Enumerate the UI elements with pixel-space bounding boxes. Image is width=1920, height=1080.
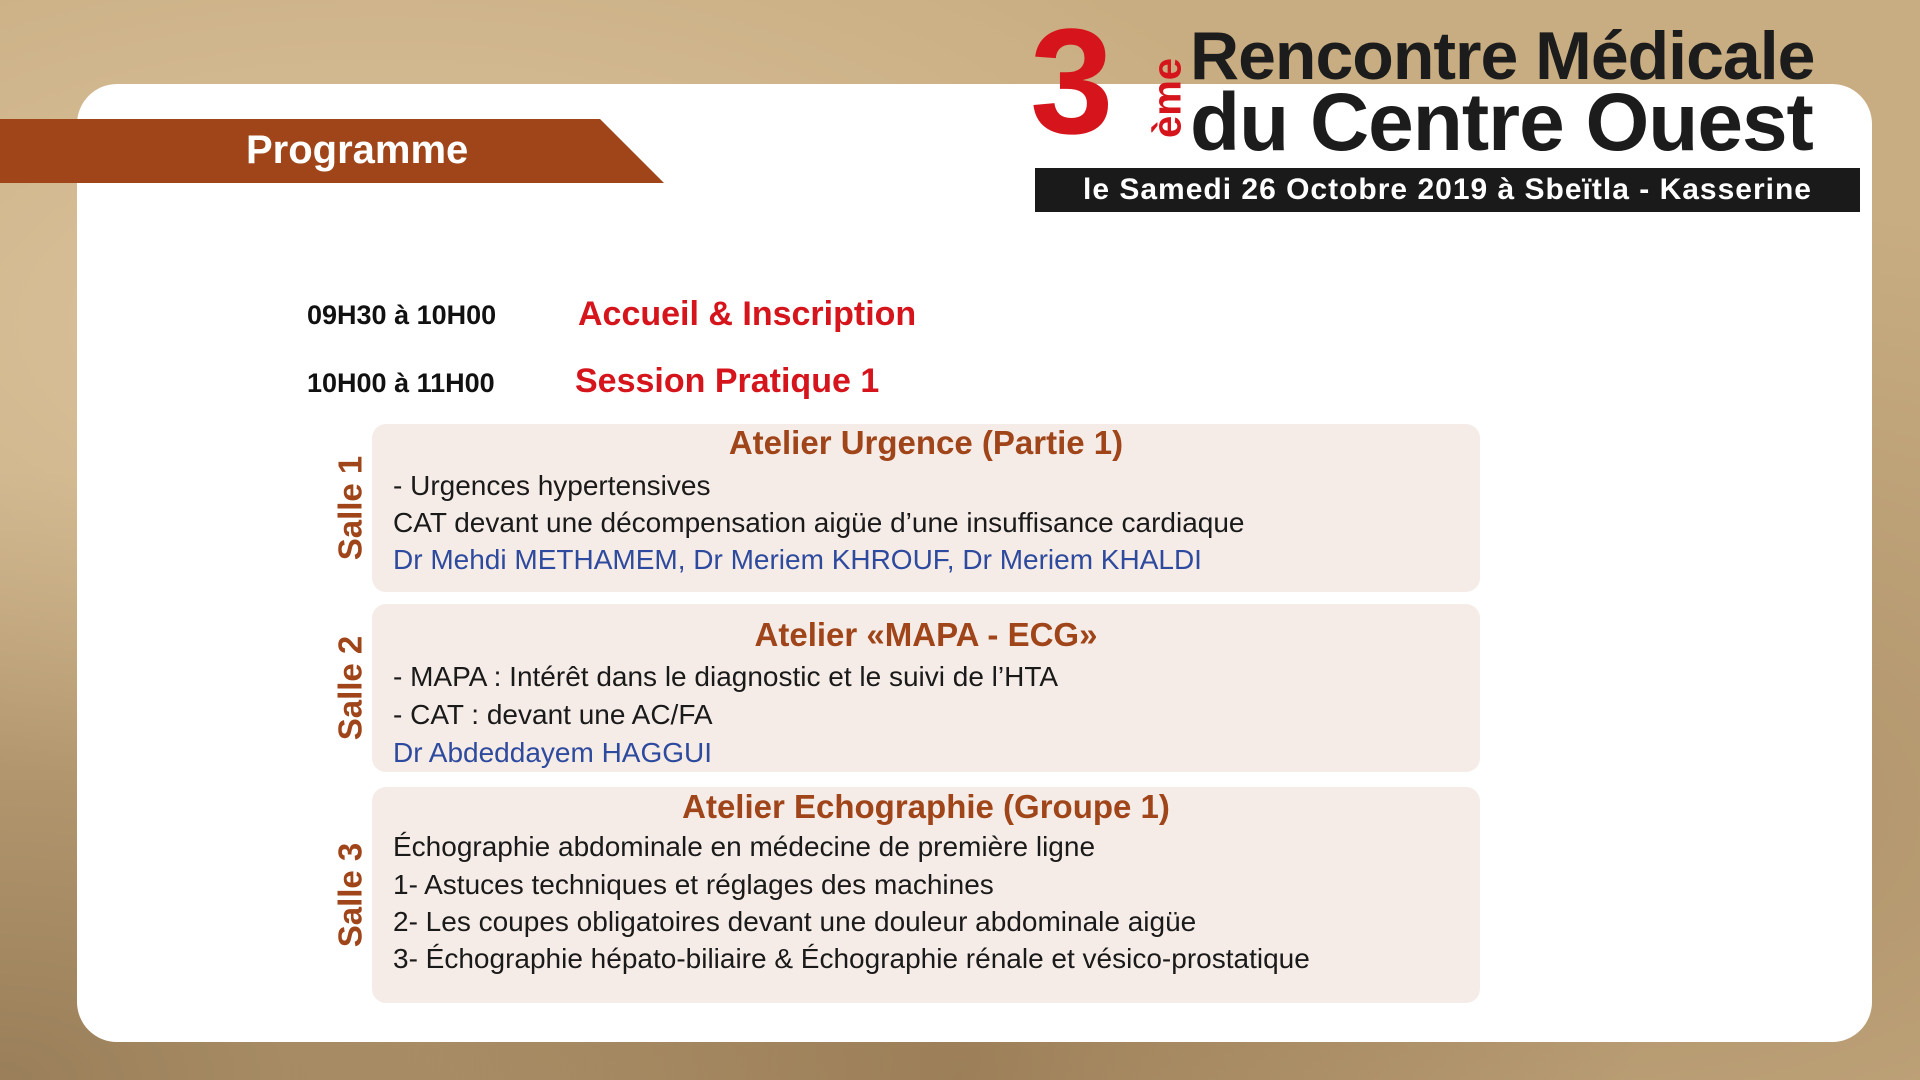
salle-3-title: Atelier Echographie (Groupe 1)	[682, 788, 1170, 825]
salle-1-doctors: Dr Mehdi METHAMEM, Dr Meriem KHROUF, Dr Meriem KHALDI	[393, 544, 1202, 575]
section-label: Programme	[246, 128, 469, 172]
ordinal-suffix: ème	[1145, 57, 1190, 139]
salle-2-title: Atelier «MAPA - ECG»	[754, 616, 1098, 653]
salle-2-box	[372, 604, 1480, 772]
salle-3-label: Salle 3	[331, 842, 369, 948]
date-location-bar: le Samedi 26 Octobre 2019 à Sbeïtla - Kasserine	[1035, 168, 1860, 212]
salle-1-line-1: - Urgences hypertensives	[393, 470, 711, 501]
salle-1-line-2: CAT devant une décompensation aigüe d’une insuffisance cardiaque	[393, 507, 1245, 538]
salle-1-title: Atelier Urgence (Partie 1)	[728, 424, 1124, 461]
salle-3-box	[372, 787, 1480, 1003]
ordinal-number: 3	[1030, 0, 1110, 165]
salle-1-label: Salle 1	[331, 455, 369, 561]
salle-3-line-1: Échographie abdominale en médecine de première ligne	[393, 831, 1096, 862]
salle-1-box	[372, 424, 1480, 592]
salle-3-line-3: 2- Les coupes obligatoires devant une douleur abdominale aigüe	[393, 906, 1197, 937]
salle-3-line-4: 3- Échographie hépato-biliaire & Échographie rénale et vésico-prostatique	[393, 943, 1310, 974]
schedule-time-1: 09H30 à 10H00	[307, 300, 497, 330]
salle-3-line-2: 1- Astuces techniques et réglages des machines	[393, 869, 994, 900]
title-line-1: Rencontre Médicale	[1190, 18, 1815, 94]
salle-2-doctors: Dr Abdeddayem HAGGUI	[393, 737, 713, 768]
schedule-event-2: Session Pratique 1	[575, 362, 880, 400]
salle-2-label: Salle 2	[331, 635, 369, 741]
schedule-event-1: Accueil & Inscription	[578, 295, 917, 333]
title-line-2: du Centre Ouest	[1190, 77, 1813, 168]
salle-2-line-2: - CAT : devant une AC/FA	[393, 699, 713, 730]
salle-2-line-1: - MAPA : Intérêt dans le diagnostic et le suivi de l’HTA	[393, 661, 1059, 692]
schedule-time-2: 10H00 à 11H00	[307, 368, 495, 398]
